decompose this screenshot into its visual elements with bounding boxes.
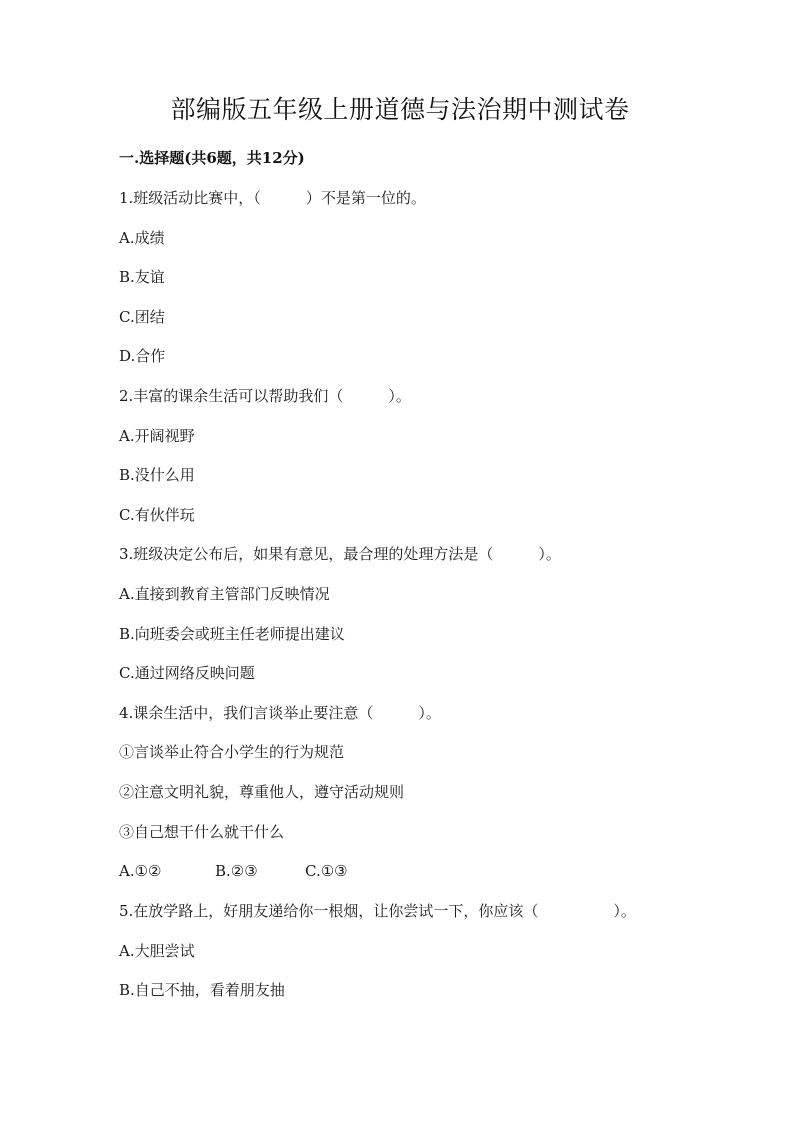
question-1-option-c: C.团结 <box>119 308 165 326</box>
question-1-option-a: A.成绩 <box>119 229 165 247</box>
question-2-option-c: C.有伙伴玩 <box>119 506 195 524</box>
question-4-stem: 4.课余生活中，我们言谈举止要注意（ ）。 <box>119 704 441 722</box>
question-4-statement-3: ③自己想干什么就干什么 <box>119 823 285 841</box>
question-5-option-a: A.大胆尝试 <box>119 942 195 960</box>
question-2-option-b: B.没什么用 <box>119 466 195 484</box>
question-5-stem: 5.在放学路上，好朋友递给你一根烟，让你尝试一下，你应该（ ）。 <box>119 902 636 920</box>
question-5-option-b: B.自己不抽，看着朋友抽 <box>119 981 285 999</box>
page-title: 部编版五年级上册道德与法治期中测试卷 <box>170 95 630 124</box>
question-4-option-c: C.①③ <box>305 862 348 880</box>
question-1-stem: 1.班级活动比赛中，（ ）不是第一位的。 <box>119 189 426 207</box>
question-3-stem: 3.班级决定公布后，如果有意见，最合理的处理方法是（ ）。 <box>119 545 561 563</box>
question-4-options-row <box>119 860 348 882</box>
question-4-option-a: A.①② <box>119 862 162 880</box>
question-4-option-b: B.②③ <box>215 862 258 880</box>
question-1-option-d: D.合作 <box>119 347 166 365</box>
question-4-statement-1: ①言谈举止符合小学生的行为规范 <box>119 743 345 761</box>
section-heading: 一.选择题(共6题，共12分) <box>119 149 305 167</box>
question-2-option-a: A.开阔视野 <box>119 427 195 445</box>
question-4-statement-2: ②注意文明礼貌，尊重他人，遵守活动规则 <box>119 783 405 801</box>
question-1-option-b: B.友谊 <box>119 268 165 286</box>
question-3-option-a: A.直接到教育主管部门反映情况 <box>119 585 330 603</box>
question-2-stem: 2.丰富的课余生活可以帮助我们（ ）。 <box>119 387 411 405</box>
question-3-option-b: B.向班委会或班主任老师提出建议 <box>119 625 345 643</box>
question-3-option-c: C.通过网络反映问题 <box>119 664 255 682</box>
